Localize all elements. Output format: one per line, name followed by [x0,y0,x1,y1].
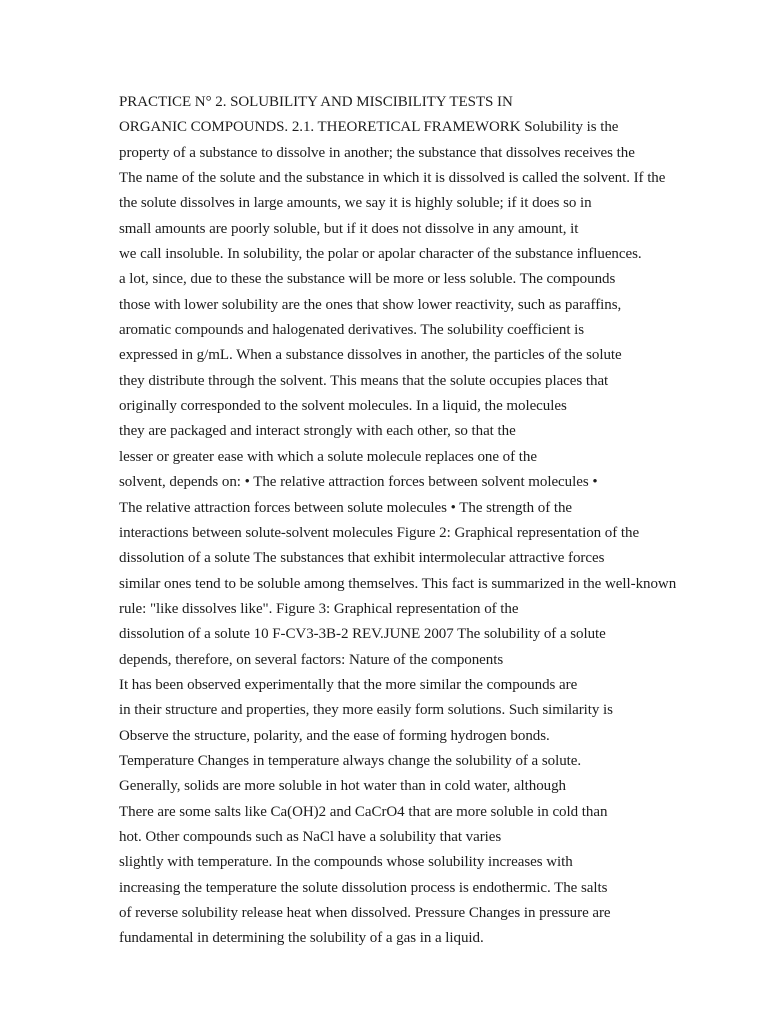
document-body [119,90,759,952]
text-line: expressed in g/mL. When a substance dissolves in another, the particles of the solute [119,347,622,364]
text-line: Temperature Changes in temperature always change the solubility of a solute. [119,752,582,769]
text-line: originally corresponded to the solvent molecules. In a liquid, the molecules [119,398,567,415]
text-line: the solute dissolves in large amounts, we say it is highly soluble; if it does so in [119,195,592,212]
text-line: fundamental in determining the solubility of a gas in a liquid. [119,930,484,947]
text-line: rule: "like dissolves like". Figure 3: Graphical representation of the [119,600,519,617]
text-line: Generally, solids are more soluble in hot water than in cold water, although [119,778,566,795]
text-line: similar ones tend to be soluble among themselves. This fact is summarized in the well-known [119,575,677,592]
text-line: a lot, since, due to these the substance will be more or less soluble. The compounds [119,271,616,288]
text-line: solvent, depends on: • The relative attraction forces between solvent molecules • [119,474,598,491]
text-line: interactions between solute-solvent molecules Figure 2: Graphical representation of the [119,524,640,541]
text-line: dissolution of a solute The substances that exhibit intermolecular attractive forces [119,550,605,567]
text-line: aromatic compounds and halogenated derivatives. The solubility coefficient is [119,322,585,339]
text-line: they are packaged and interact strongly with each other, so that the [119,423,516,440]
text-line: ORGANIC COMPOUNDS. 2.1. THEORETICAL FRAMEWORK Solubility is the [119,119,619,136]
text-line: small amounts are poorly soluble, but if it does not dissolve in any amount, it [119,220,579,237]
text-line: The relative attraction forces between solute molecules • The strength of the [119,499,573,516]
text-line: depends, therefore, on several factors: Nature of the components [119,651,504,668]
text-line: Observe the structure, polarity, and the ease of forming hydrogen bonds. [119,727,550,744]
text-line: those with lower solubility are the ones that show lower reactivity, such as paraffins, [119,296,622,313]
text-line: we call insoluble. In solubility, the polar or apolar character of the substance influences. [119,246,642,263]
text-line: increasing the temperature the solute dissolution process is endothermic. The salts [119,879,608,896]
text-line: lesser or greater ease with which a solute molecule replaces one of the [119,448,537,465]
text-line: There are some salts like Ca(OH)2 and CaCrO4 that are more soluble in cold than [119,803,608,820]
text-line: hot. Other compounds such as NaCl have a solubility that varies [119,828,502,845]
text-line: slightly with temperature. In the compounds whose solubility increases with [119,854,573,871]
text-line: The name of the solute and the substance in which it is dissolved is called the solvent. If the [119,170,666,187]
text-line: of reverse solubility release heat when dissolved. Pressure Changes in pressure are [119,905,611,921]
text-line: It has been observed experimentally that the more similar the compounds are [119,676,578,693]
text-line: in their structure and properties, they more easily form solutions. Such similarity is [119,702,613,719]
text-line: they distribute through the solvent. This means that the solute occupies places that [119,372,609,389]
text-line: property of a substance to dissolve in another; the substance that dissolves receives the [119,144,635,161]
text-line: dissolution of a solute 10 F-CV3-3B-2 REV.JUNE 2007 The solubility of a solute [119,626,606,643]
document-title: PRACTICE N° 2. SOLUBILITY AND MISCIBILITY TESTS IN [119,94,513,110]
